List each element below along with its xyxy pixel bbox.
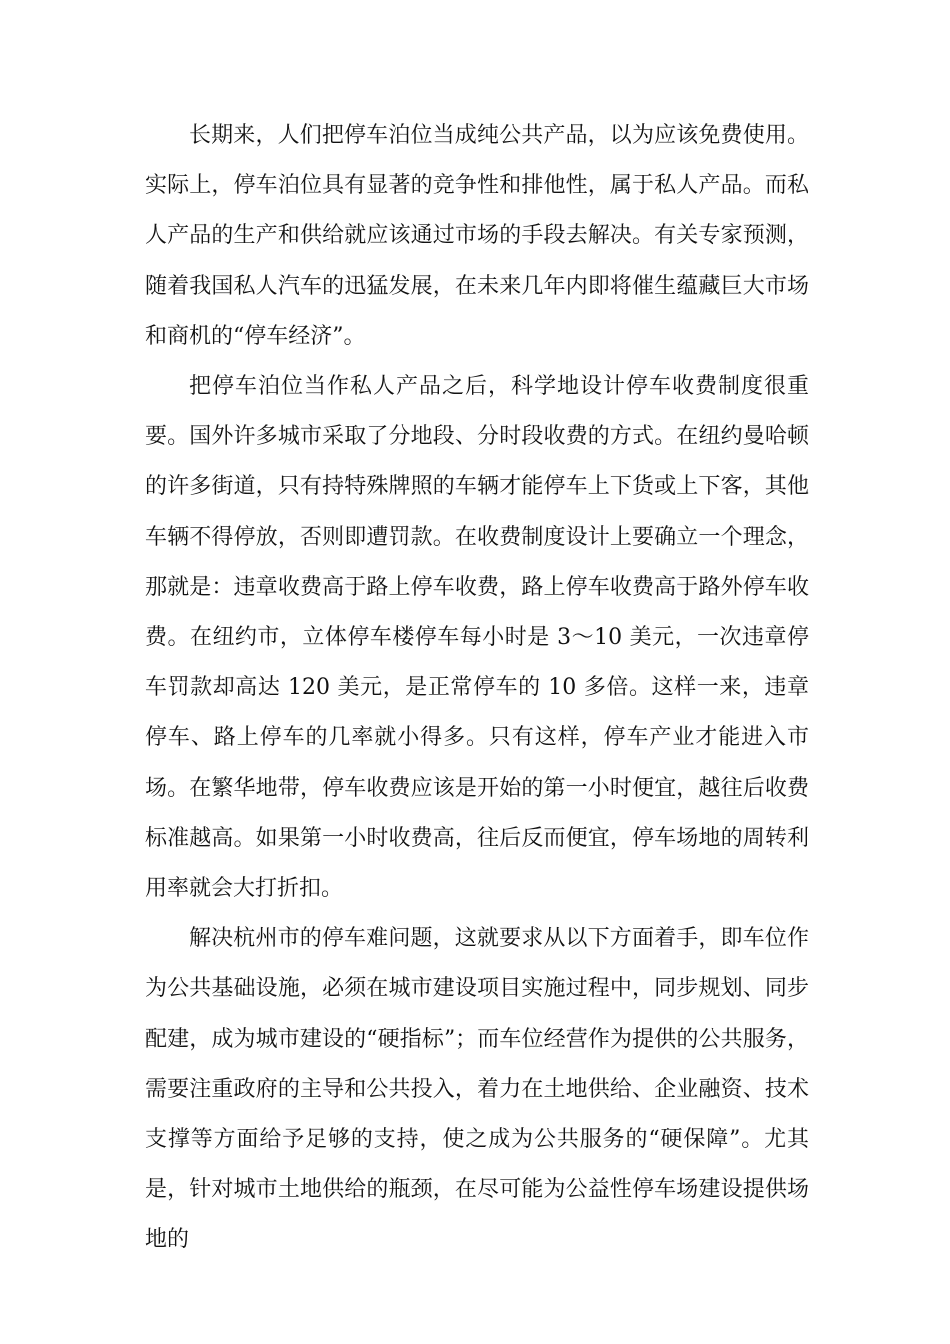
paragraph-2: 把停车泊位当作私人产品之后，科学地设计停车收费制度很重要。国外许多城市采取了分地段、分时段收费的方式。在纽约曼哈顿的许多街道，只有持特殊牌照的车辆才能停车上下货或上下客，其他车辆不得停放，否则即遭罚款。在收费制度设计上要确立一个理念，那就是：违章收费高于路上停车收费，路上停车收费高于路外停车收费。在纽约市，立体停车楼停车每小时是 3～10 美元，一次违章停车罚款却高达 120 美元，是正常停车的 10 多倍。这样一来，违章停车、路上停车的几率就小得多。只有这样，停车产业才能进入市场。在繁华地带，停车收费应该是开始的第一小时便宜，越往后收费标准越高。如果第一小时收费高，往后反而便宜，停车场地的周转利用率就会大打折扣。 (145, 374, 809, 902)
paragraph-1: 长期来，人们把停车泊位当成纯公共产品，以为应该免费使用。实际上，停车泊位具有显著的竞争性和排他性，属于私人产品。而私人产品的生产和供给就应该通过市场的手段去解决。有关专家预测，随着我国私人汽车的迅猛发展，在未来几年内即将催生蕴藏巨大市场和商机的“停车经济”。 (145, 123, 809, 349)
paragraph-3: 解决杭州市的停车难问题，这就要求从以下方面着手，即车位作为公共基础设施，必须在城市建设项目实施过程中，同步规划、同步配建，成为城市建设的“硬指标”；而车位经营作为提供的公共服务，需要注重政府的主导和公共投入，着力在土地供给、企业融资、技术支撑等方面给予足够的支持，使之成为公共服务的“硬保障”。尤其是，针对城市土地供给的瓶颈，在尽可能为公益性停车场建设提供场地的 (145, 926, 809, 1253)
document-body (145, 111, 809, 1266)
